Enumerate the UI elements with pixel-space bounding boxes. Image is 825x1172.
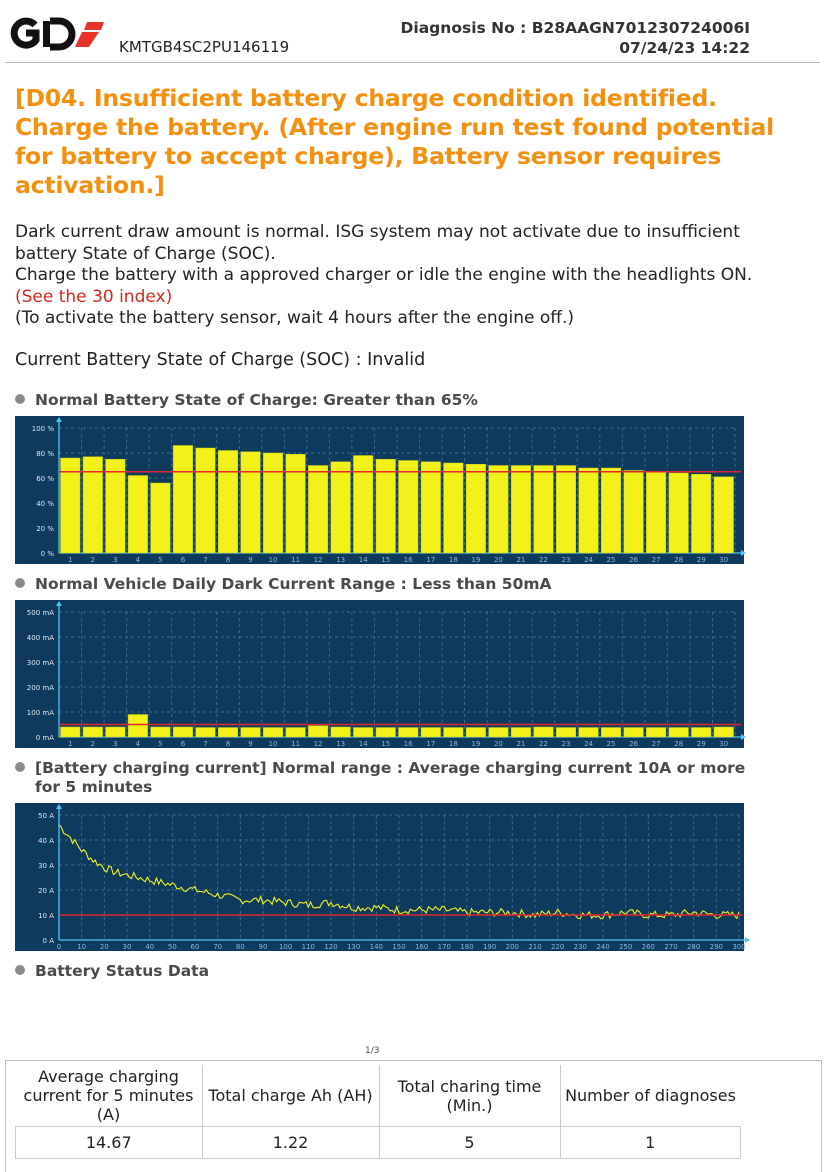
x-tick-label: 1 <box>68 556 72 564</box>
x-tick-label: 260 <box>642 943 655 951</box>
section-title: [Battery charging current] Normal range : Average charging current 10A or more for 5 minutes <box>35 759 745 796</box>
x-tick-label: 3 <box>113 740 117 748</box>
bar <box>511 728 531 738</box>
x-tick-label: 21 <box>516 740 525 748</box>
x-tick-label: 19 <box>471 556 480 564</box>
x-tick-label: 21 <box>516 556 525 564</box>
x-tick-label: 25 <box>607 556 616 564</box>
column-header: Average charging current for 5 minutes (A) <box>16 1065 203 1127</box>
x-tick-label: 9 <box>248 740 252 748</box>
x-tick-label: 16 <box>404 556 413 564</box>
x-tick-label: 26 <box>629 556 638 564</box>
bar <box>399 728 419 738</box>
column-header: Number of diagnoses <box>560 1065 741 1127</box>
y-tick-label: 10 A <box>38 912 54 920</box>
bar <box>286 728 306 738</box>
bar <box>128 715 148 738</box>
bar <box>444 728 464 738</box>
x-tick-label: 22 <box>539 740 548 748</box>
y-tick-label: 100 % <box>32 425 55 433</box>
x-tick-label: 230 <box>574 943 587 951</box>
bar <box>308 466 328 554</box>
x-tick-label: 290 <box>710 943 723 951</box>
table-cell: 14.67 <box>16 1127 203 1159</box>
bar <box>669 473 689 553</box>
bar <box>714 477 734 553</box>
x-tick-label: 50 <box>168 943 177 951</box>
table-row <box>16 1127 741 1159</box>
dark-current-chart <box>15 600 744 748</box>
bar <box>196 448 216 553</box>
bar <box>331 727 351 737</box>
bar <box>376 728 396 738</box>
x-tick-label: 8 <box>226 556 230 564</box>
description-line-3: (To activate the battery sensor, wait 4 hours after the engine off.) <box>15 308 574 328</box>
x-tick-label: 140 <box>370 943 383 951</box>
report-header <box>5 0 820 63</box>
bar <box>556 466 576 554</box>
x-tick-label: 220 <box>551 943 564 951</box>
bar <box>173 727 193 737</box>
x-tick-label: 19 <box>471 740 480 748</box>
x-axis-arrow-icon <box>741 734 746 740</box>
status-table-container <box>5 1060 822 1172</box>
y-tick-label: 400 mA <box>27 634 54 642</box>
bar <box>601 468 621 553</box>
section-heading-status <box>15 962 209 980</box>
x-tick-label: 23 <box>562 556 571 564</box>
y-tick-label: 40 % <box>36 500 54 508</box>
table-cell: 1.22 <box>202 1127 379 1159</box>
x-tick-label: 29 <box>697 556 706 564</box>
bar <box>444 463 464 553</box>
bar <box>106 727 126 737</box>
y-tick-label: 200 mA <box>27 684 54 692</box>
bar <box>83 727 103 737</box>
x-tick-label: 5 <box>158 556 162 564</box>
bullet-icon <box>15 578 25 588</box>
bar <box>646 472 666 553</box>
x-tick-label: 30 <box>719 556 728 564</box>
column-header: Total charing time (Min.) <box>379 1065 560 1127</box>
x-tick-label: 130 <box>347 943 360 951</box>
bar <box>399 461 419 554</box>
x-tick-label: 28 <box>674 740 683 748</box>
bar <box>151 483 171 553</box>
x-tick-label: 60 <box>191 943 200 951</box>
x-tick-label: 11 <box>291 556 300 564</box>
y-tick-label: 80 % <box>36 450 54 458</box>
x-tick-label: 100 <box>279 943 292 951</box>
y-axis-arrow-icon <box>56 417 62 422</box>
y-tick-label: 60 % <box>36 475 54 483</box>
y-tick-label: 500 mA <box>27 609 54 617</box>
x-tick-label: 24 <box>584 740 593 748</box>
bar <box>263 453 283 553</box>
y-tick-label: 40 A <box>38 837 54 845</box>
bar <box>241 728 261 738</box>
section-heading-dark <box>15 575 552 593</box>
x-tick-label: 13 <box>336 740 345 748</box>
x-tick-label: 3 <box>113 556 117 564</box>
x-tick-label: 240 <box>596 943 609 951</box>
x-tick-label: 20 <box>494 556 503 564</box>
x-tick-label: 27 <box>652 740 661 748</box>
bar <box>353 456 373 554</box>
x-tick-label: 9 <box>248 556 252 564</box>
bar <box>624 471 644 554</box>
x-tick-label: 10 <box>269 740 278 748</box>
column-header: Total charge Ah (AH) <box>202 1065 379 1127</box>
section-title: Normal Vehicle Daily Dark Current Range : Less than 50mA <box>35 575 552 593</box>
bar <box>556 728 576 738</box>
soc-chart <box>15 416 744 564</box>
soc-status: Current Battery State of Charge (SOC) : Invalid <box>15 350 425 370</box>
x-tick-label: 11 <box>291 740 300 748</box>
x-tick-label: 23 <box>562 740 571 748</box>
bar <box>376 459 396 553</box>
x-tick-label: 40 <box>145 943 154 951</box>
bar <box>173 446 193 554</box>
bar <box>489 466 509 554</box>
bar <box>128 476 148 554</box>
x-tick-label: 10 <box>269 556 278 564</box>
bar <box>263 728 283 738</box>
x-tick-label: 30 <box>123 943 132 951</box>
x-tick-label: 12 <box>314 556 323 564</box>
bullet-icon <box>15 394 25 404</box>
x-tick-label: 2 <box>91 556 95 564</box>
x-tick-label: 250 <box>619 943 632 951</box>
x-tick-label: 20 <box>494 740 503 748</box>
x-tick-label: 8 <box>226 740 230 748</box>
y-axis-arrow-icon <box>56 601 62 606</box>
x-tick-label: 30 <box>719 740 728 748</box>
bar <box>286 454 306 553</box>
report-page <box>5 0 820 1058</box>
bar <box>331 462 351 553</box>
x-tick-label: 80 <box>236 943 245 951</box>
diagnosis-description <box>15 222 795 330</box>
x-tick-label: 17 <box>426 740 435 748</box>
bar <box>646 728 666 738</box>
charging-current-chart-svg <box>15 803 744 951</box>
y-tick-label: 0 A <box>43 937 55 945</box>
bar <box>534 727 554 737</box>
x-tick-label: 18 <box>449 740 458 748</box>
y-tick-label: 50 A <box>38 812 54 820</box>
x-tick-label: 14 <box>359 556 368 564</box>
y-axis-arrow-icon <box>56 804 62 809</box>
table-cell: 1 <box>560 1127 741 1159</box>
x-tick-label: 10 <box>77 943 86 951</box>
x-tick-label: 4 <box>136 740 141 748</box>
bar <box>241 452 261 553</box>
x-tick-label: 16 <box>404 740 413 748</box>
x-tick-label: 27 <box>652 556 661 564</box>
x-tick-label: 7 <box>203 740 207 748</box>
dark-current-chart-svg <box>15 600 744 748</box>
x-tick-label: 14 <box>359 740 368 748</box>
bar <box>691 728 711 738</box>
x-tick-label: 280 <box>687 943 700 951</box>
x-tick-label: 190 <box>483 943 496 951</box>
charging-current-chart <box>15 803 744 951</box>
x-tick-label: 1 <box>68 740 72 748</box>
description-line-1: Dark current draw amount is normal. ISG system may not activate due to insufficient battery State of Charge (SOC). <box>15 222 740 264</box>
x-tick-label: 70 <box>213 943 222 951</box>
bar <box>601 728 621 738</box>
x-tick-label: 15 <box>381 740 390 748</box>
bar <box>421 462 441 553</box>
x-tick-label: 90 <box>259 943 268 951</box>
x-tick-label: 120 <box>324 943 337 951</box>
diagnosis-number: Diagnosis No : B28AAGN701230724006I <box>401 18 750 38</box>
x-tick-label: 180 <box>460 943 473 951</box>
see-index-link[interactable]: (See the 30 index) <box>15 287 172 307</box>
battery-status-table <box>15 1065 741 1159</box>
bullet-icon <box>15 762 25 772</box>
y-tick-label: 30 A <box>38 862 54 870</box>
x-tick-label: 6 <box>181 740 186 748</box>
bar <box>196 728 216 738</box>
x-tick-label: 170 <box>438 943 451 951</box>
soc-chart-svg <box>15 416 744 564</box>
x-tick-label: 160 <box>415 943 428 951</box>
x-tick-label: 270 <box>664 943 677 951</box>
bar <box>106 459 126 553</box>
x-tick-label: 29 <box>697 740 706 748</box>
bar <box>353 728 373 738</box>
y-tick-label: 300 mA <box>27 659 54 667</box>
x-tick-label: 17 <box>426 556 435 564</box>
x-tick-label: 15 <box>381 556 390 564</box>
bar <box>308 726 328 737</box>
table-header-row <box>16 1065 741 1127</box>
x-tick-label: 200 <box>506 943 519 951</box>
x-tick-label: 6 <box>181 556 186 564</box>
x-tick-label: 2 <box>91 740 95 748</box>
section-title: Normal Battery State of Charge: Greater than 65% <box>35 391 478 409</box>
section-heading-charging <box>15 759 755 797</box>
x-tick-label: 26 <box>629 740 638 748</box>
x-axis-arrow-icon <box>741 550 746 556</box>
bar <box>489 728 509 738</box>
bar <box>669 728 689 738</box>
bar <box>421 728 441 738</box>
bar <box>466 464 486 553</box>
x-tick-label: 24 <box>584 556 593 564</box>
x-tick-label: 150 <box>392 943 405 951</box>
y-tick-label: 0 % <box>41 550 55 558</box>
x-tick-label: 210 <box>528 943 541 951</box>
x-tick-label: 0 <box>57 943 61 951</box>
section-title: Battery Status Data <box>35 962 209 980</box>
x-tick-label: 18 <box>449 556 458 564</box>
bar <box>579 468 599 553</box>
x-tick-label: 28 <box>674 556 683 564</box>
bar <box>624 728 644 738</box>
y-tick-label: 20 % <box>36 525 54 533</box>
x-axis-arrow-icon <box>745 937 750 943</box>
x-tick-label: 12 <box>314 740 323 748</box>
diagnosis-datetime: 07/24/23 14:22 <box>401 38 750 58</box>
diagnosis-title: [D04. Insufficient battery charge condition identified. Charge the battery. (After engine run test found potential for battery to accept charge), Battery sensor requires activation.] <box>15 84 775 200</box>
section-heading-soc <box>15 391 478 409</box>
bar <box>579 728 599 738</box>
page-number: 1/3 <box>365 1046 379 1056</box>
bar <box>151 727 171 737</box>
bar <box>534 466 554 554</box>
x-tick-label: 20 <box>100 943 109 951</box>
bar <box>714 727 734 737</box>
bar <box>218 451 238 554</box>
bar <box>218 728 238 738</box>
x-tick-label: 300 <box>732 943 745 951</box>
bar <box>511 466 531 554</box>
gds-logo <box>9 18 107 50</box>
bar <box>691 474 711 553</box>
x-tick-label: 5 <box>158 740 162 748</box>
x-tick-label: 22 <box>539 556 548 564</box>
y-tick-label: 0 mA <box>36 734 54 742</box>
vin-number: KMTGB4SC2PU146119 <box>119 38 289 56</box>
y-tick-label: 20 A <box>38 887 54 895</box>
table-cell: 5 <box>379 1127 560 1159</box>
x-tick-label: 4 <box>136 556 141 564</box>
bullet-icon <box>15 965 25 975</box>
y-tick-label: 100 mA <box>27 709 54 717</box>
x-tick-label: 25 <box>607 740 616 748</box>
bar <box>61 727 81 737</box>
x-tick-label: 13 <box>336 556 345 564</box>
diagnosis-info <box>401 18 750 58</box>
bar <box>466 728 486 738</box>
description-line-2: Charge the battery with a approved charger or idle the engine with the headlights ON. <box>15 265 752 285</box>
x-tick-label: 7 <box>203 556 207 564</box>
x-tick-label: 110 <box>302 943 315 951</box>
